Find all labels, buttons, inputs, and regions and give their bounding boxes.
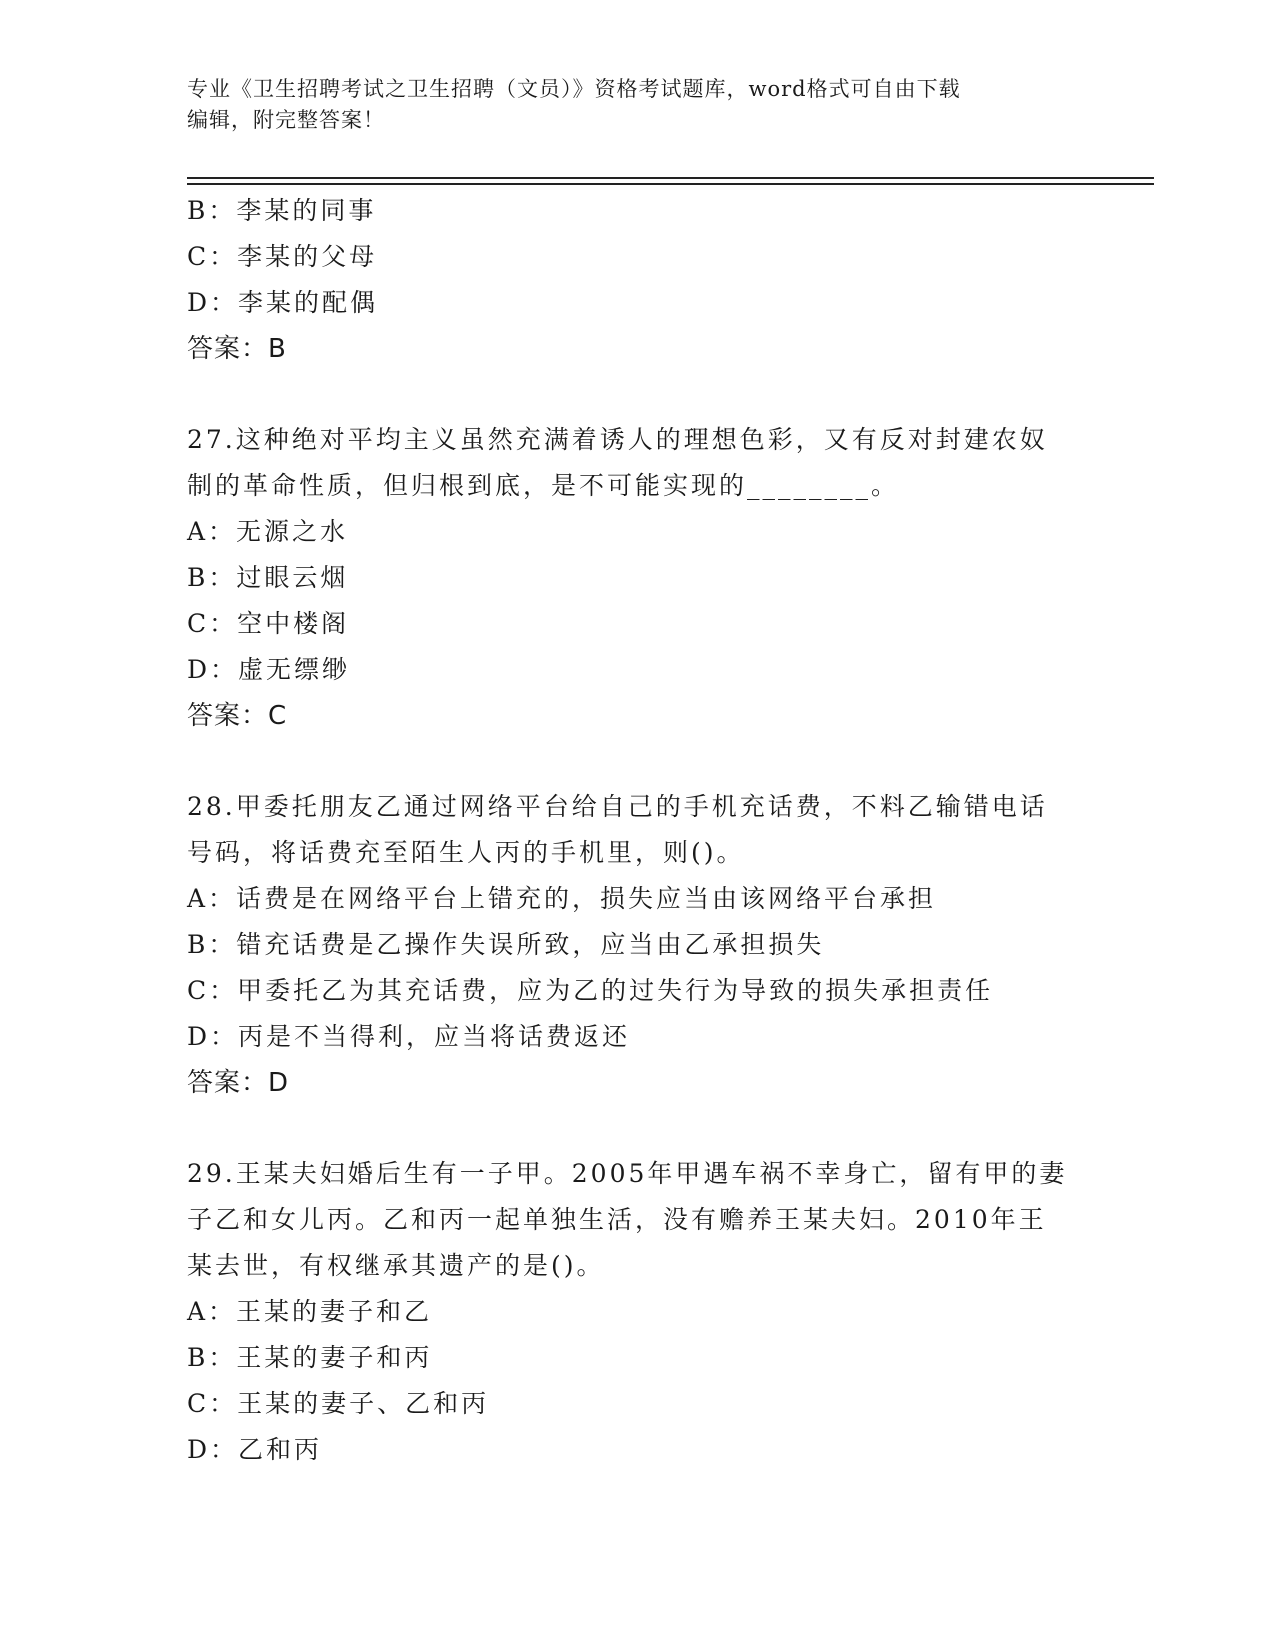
question-stem-line: 某去世，有权继承其遗产的是()。 xyxy=(187,1251,605,1280)
question-stem-line: 28.甲委托朋友乙通过网络平台给自己的手机充话费，不料乙输错电话 xyxy=(187,792,1048,821)
spacer xyxy=(187,1106,1147,1151)
header-line-2: 编辑，附完整答案！ xyxy=(187,108,385,132)
question-stem-line: 子乙和女儿丙。乙和丙一起单独生活，没有赡养王某夫妇。2010年王 xyxy=(187,1205,1047,1234)
option-d: D：丙是不当得利，应当将话费返还 xyxy=(187,1022,631,1051)
option-c: C：甲委托乙为其充话费，应为乙的过失行为导致的损失承担责任 xyxy=(187,976,994,1005)
option-a: A：王某的妻子和乙 xyxy=(187,1297,433,1326)
header-line-1: 专业《卫生招聘考试之卫生招聘（文员）》资格考试题库，word格式可自由下载 xyxy=(187,77,961,101)
answer: 答案：C xyxy=(187,701,288,731)
question-stem-line: 制的革命性质，但归根到底，是不可能实现的________。 xyxy=(187,471,900,500)
option-b: B：李某的同事 xyxy=(187,196,377,225)
option-b: B：错充话费是乙操作失误所致，应当由乙承担损失 xyxy=(187,930,825,959)
question-29 xyxy=(187,1151,1147,1473)
option-b: B：王某的妻子和丙 xyxy=(187,1343,433,1372)
answer: 答案：B xyxy=(187,334,287,364)
question-stem-line: 号码，将话费充至陌生人丙的手机里，则()。 xyxy=(187,838,745,867)
header-rule-bottom xyxy=(187,183,1154,185)
option-a: A：无源之水 xyxy=(187,517,349,546)
question-26-fragment xyxy=(187,188,1147,372)
spacer xyxy=(187,372,1147,417)
spacer xyxy=(187,739,1147,784)
question-stem-line: 27.这种绝对平均主义虽然充满着诱人的理想色彩，又有反对封建农奴 xyxy=(187,425,1048,454)
question-27 xyxy=(187,417,1147,739)
question-list xyxy=(187,188,1147,1473)
option-c: C：李某的父母 xyxy=(187,242,378,271)
option-c: C：空中楼阁 xyxy=(187,609,350,638)
question-28 xyxy=(187,784,1147,1106)
document-header xyxy=(187,74,1087,136)
option-d: D：乙和丙 xyxy=(187,1435,323,1464)
option-b: B：过眼云烟 xyxy=(187,563,349,592)
option-d: D：虚无缥缈 xyxy=(187,655,351,684)
option-c: C：王某的妻子、乙和丙 xyxy=(187,1389,490,1418)
option-d: D：李某的配偶 xyxy=(187,288,379,317)
question-stem-line: 29.王某夫妇婚后生有一子甲。2005年甲遇车祸不幸身亡，留有甲的妻 xyxy=(187,1159,1068,1188)
answer: 答案：D xyxy=(187,1068,290,1098)
header-rule-top xyxy=(187,177,1154,179)
option-a: A：话费是在网络平台上错充的，损失应当由该网络平台承担 xyxy=(187,884,937,913)
